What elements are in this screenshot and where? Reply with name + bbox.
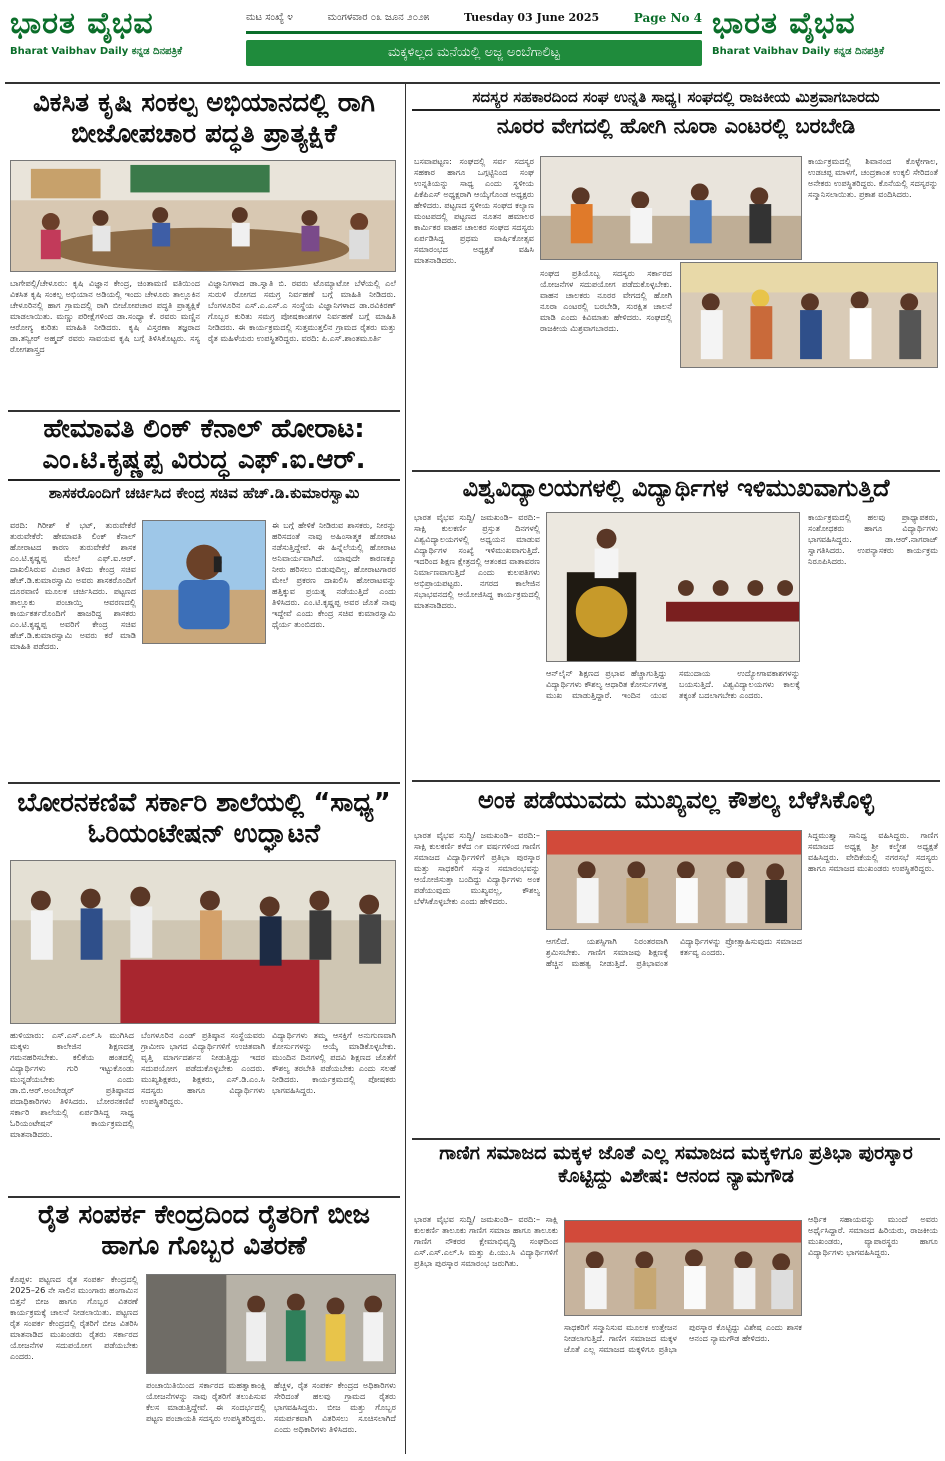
article-union-progress [412,88,940,468]
article-rule [8,782,400,784]
headline: ರೈತ ಸಂಪರ್ಕ ಕೇಂದ್ರದಿಂದ ರೈತರಿಗೆ ಬೀಜ ಹಾಗೂ ಗೊಬ್ಬರ ವಿತರಣೆ [38,1200,370,1262]
logo-subtitle: Bharat Vaibhav Daily ಕನ್ನಡ ದಿನಪತ್ರಿಕೆ [10,46,183,57]
masthead-center [246,4,702,76]
article-rule [8,1196,400,1198]
article-ganiga-awards [412,1142,940,1456]
article-text-col2: ಆನ್‌ಲೈನ್ ಶಿಕ್ಷಣದ ಪ್ರಭಾವ ಹೆಚ್ಚಾಗುತ್ತಿದ್ದು ವಿದ್ಯಾರ್ಥಿಗಳು ಕೌಶಲ್ಯ ಆಧಾರಿತ ಕೋರ್ಸುಗಳತ್ತ ಮುಖ ಮಾಡುತ್ತಿದ್ದಾರೆ. ಇಂದಿನ ಯುವ ಸಮುದಾಯ ಉದ್ಯೋಗಾವಕಾಶಗಳನ್ನು ಬಯಸುತ್ತಿದೆ. ವಿಶ್ವವಿದ್ಯಾಲಯಗಳು ಕಾಲಕ್ಕೆ ತಕ್ಕಂತೆ ಬದಲಾಗಬೇಕು ಎಂದರು. [546,668,800,700]
subheadline: ನೂರರ ವೇಗದಲ್ಲಿ ಹೋಗಿ ನೂರಾ ಎಂಟರಲ್ಲಿ ಬರಬೇಡಿ [496,114,856,138]
article-text-col1: ಭಾರತ ವೈಭವ ಸುದ್ದಿ/ ಜಮಖಂಡಿ– ವರದಿ:– ಸಾಕ್ಷಿ ಕುಲಕರ್ಣಿ ತಾಲೂಕು ಗಾಣಿಗ ಸಮಾಜ ಹಾಗೂ ತಾಲೂಕು ಗಾಣಿಗ ನೌಕರರ ಕ್ಷೇಮಾಭಿವೃದ್ಧಿ ಸಂಘದಿಂದ ಎಸ್.ಎಸ್.ಎಲ್.ಸಿ ಮತ್ತು ಪಿ.ಯು.ಸಿ ವಿದ್ಯಾರ್ಥಿಗಳಿಗೆ ಪ್ರತಿಭಾ ಪುರಸ್ಕಾರ ಸಮಾರಂಭ ಜರುಗಿತು. [414,1214,558,1268]
article-text-col1: ಭಾರತ ವೈಭವ ಸುದ್ದಿ/ ಜಮಖಂಡಿ– ವರದಿ:– ಸಾಕ್ಷಿ ಕುಲಕರ್ಣಿ ಕಳೆದ ೧೯ ವರ್ಷಗಳಿಂದ ಗಾಣಿಗ ಸಮಾಜದ ವಿದ್ಯಾರ್ಥಿಗಳಿಗೆ ಪ್ರತಿಭಾ ಪುರಸ್ಕಾರ ಮತ್ತು ಸಾಧಕರಿಗೆ ಸನ್ಮಾನ ಸಮಾರಂಭವನ್ನು ಆಯೋಜಿಸುತ್ತಾ ಬಂದಿದ್ದು ವಿದ್ಯಾರ್ಥಿಗಳು ಅಂಕ ಪಡೆಯುವುದು ಮುಖ್ಯವಲ್ಲ, ಕೌಶಲ್ಯ ಬೆಳೆಸಿಕೊಳ್ಳಬೇಕು ಎಂದು ಹೇಳಿದರು. [414,830,540,906]
article-ragi-seed-treatment [8,88,400,390]
logo-title: ಭಾರತ ವೈಭವ [10,6,154,41]
article-rule [8,410,400,412]
article-text-col2: ವಿಜ್ಞಾನಿಗಳಾದ ಡಾ.ಸ್ವಾತಿ ಬಿ. ರವರು ಟೊಮ್ಯಾಟೋ ಬೆಳೆಯಲ್ಲಿ ಎಲೆ ಸುರುಳಿ ರೋಗದ ಸಮಗ್ರ ನಿರ್ವಹಣೆ ಬಗ್ಗೆ ಮಾಹಿತಿ ನೀಡಿದರು. ಬೆಂಗಳೂರಿನ ಎಸ್.ಎ.ಎಸ್.ಎ ಸಂಸ್ಥೆಯ ವಿಜ್ಞಾನಿಗಳಾದ ಡಾ.ರವಿಕಿರಣ್ ಗೊಬ್ಬರ ಕುರಿತು ಸಮಗ್ರ ಪೋಷಕಾಂಶಗಳ ನಿರ್ವಹಣೆ ಬಗ್ಗೆ ಮಾಹಿತಿ ನೀಡಿದರು. ಈ ಕಾರ್ಯಕ್ರಮದಲ್ಲಿ ಸುತ್ತಮುತ್ತಲಿನ ಗ್ರಾಮದ ರೈತರು ಮತ್ತು ರೈತ ಮಹಿಳೆಯರು ಉಪಸ್ಥಿತರಿದ್ದರು. ವರದಿ: ಪಿ.ಎಸ್.ಶಾಂತಮೂರ್ತಿ [208,278,396,343]
article-text-col2: ಸಾಧಕರಿಗೆ ಸನ್ಮಾನಿಸುವ ಮೂಲಕ ಉತ್ತೇಜನ ನೀಡಲಾಗುತ್ತಿದೆ. ಗಾಣಿಗ ಸಮಾಜದ ಮಕ್ಕಳ ಜೊತೆ ಎಲ್ಲ ಸಮಾಜದ ಮಕ್ಕಳಿಗೂ ಪ್ರತಿಭಾ ಪುರಸ್ಕಾರ ಕೊಟ್ಟಿದ್ದು ವಿಶೇಷ ಎಂದು ಶಾಸಕ ಆನಂದ ನ್ಯಾಮಗೌಡ ಹೇಳಿದರು. [564,1322,802,1354]
article-text-col1: ಬಾಗೇಪಲ್ಲಿ/ಚೇಳೂರು: ಕೃಷಿ ವಿಜ್ಞಾನ ಕೇಂದ್ರ, ಚಿಂತಾಮಣಿ ವತಿಯಿಂದ ವಿಕಸಿತ ಕೃಷಿ ಸಂಕಲ್ಪ ಅಭಿಯಾನ ಅಡಿಯಲ್ಲಿ ಇಂದು ಚೇಳೂರು ತಾಲ್ಲೂಕಿನ ಚೇಳೂರಿನಲ್ಲಿ ಹಾಗ ಗ್ರಾಮದಲ್ಲಿ ರಾಗಿ ಬೀಜೋಪಚಾರ ಪದ್ಧತಿ ಪ್ರಾತ್ಯಕ್ಷಿಕೆ ಮಾಡಲಾಯಿತು. ಮಣ್ಣು ಪರೀಕ್ಷೆಗಳಿಂದ ಡಾ.ಸಂಧ್ಯಾ ಕೆ. ರವರು ಮಣ್ಣಿನ ಆರೋಗ್ಯ ಕುರಿತು ಮಾಹಿತಿ ನೀಡಿದರು. ಕೃಷಿ ವಿಸ್ತರಣಾ ತಜ್ಞರಾದ ಡಾ.ತನ್ವೀರ್ ಅಹ್ಮದ್ ರವರು ಸಾವಯವ ಕೃಷಿ ಬಗ್ಗೆ ತಿಳಿಸಿಕೊಟ್ಟರು. ಸಸ್ಯ ರೋಗಶಾಸ್ತ್ರದ [10,278,200,354]
headline: ಬೋರನಕಣಿವೆ ಸರ್ಕಾರಿ ಶಾಲೆಯಲ್ಲಿ “ಸಾಧ್ಯ” ಓರಿಯಂಟೇಷನ್ ಉದ್ಘಾಟನೆ [17,788,391,850]
headline: ಗಾಣಿಗ ಸಮಾಜದ ಮಕ್ಕಳ ಜೊತೆ ಎಲ್ಲ ಸಮಾಜದ ಮಕ್ಕಳಿಗೂ ಪ್ರತಿಭಾ ಪುರಸ್ಕಾರ ಕೊಟ್ಟಿದ್ದು ವಿಶೇಷ: ಆನಂದ ನ್ಯಾಮಗೌಡ [439,1142,913,1187]
volume-number: ಮಟ ಸಂಖ್ಯೆ ೪ [246,12,293,23]
article-text-col2: ಬೆಂಗಳೂರಿನ ಎಂಡ್ ಪ್ರತಿಷ್ಠಾನ ಸಂಸ್ಥೆಯವರು ಗ್ರಾಮೀಣ ಭಾಗದ ವಿದ್ಯಾರ್ಥಿಗಳಿಗೆ ಉಚಿತವಾಗಿ ವೃತ್ತಿ ಮಾರ್ಗದರ್ಶನ ನೀಡುತ್ತಿದ್ದು ಇದರ ಸದುಪಯೋಗ ಪಡೆದುಕೊಳ್ಳಬೇಕು ಎಂದರು. ಮುಖ್ಯಶಿಕ್ಷಕರು, ಶಿಕ್ಷಕರು, ಎಸ್.ಡಿ.ಎಂ.ಸಿ ಸದಸ್ಯರು ಹಾಗೂ ವಿದ್ಯಾರ್ಥಿಗಳು ಉಪಸ್ಥಿತರಿದ್ದರು. [141,1030,265,1106]
photo-awards-event [564,1220,802,1316]
photo-university-event [546,512,800,662]
article-hemavati-canal [8,414,400,782]
page-number: Page No 4 [633,10,702,25]
photo-meeting [10,160,396,272]
article-rule [412,780,940,782]
article-text-col2: ಪಂಚಾಯಿತಿಯಿಂದ ಸರ್ಕಾರದ ಮಹತ್ವಾಕಾಂಕ್ಷಿ ಯೋಜನೆಗಳನ್ನು ನಾವು ರೈತರಿಗೆ ತಲುಪಿಸುವ ಕೆಲಸ ಮಾಡುತ್ತಿದ್ದೇವೆ. ಈ ಸಂದರ್ಭದಲ್ಲಿ ಪಟ್ಟಣ ಪಂಚಾಯತಿ ಸದಸ್ಯರು ಉಪಸ್ಥಿತರಿದ್ದರು. [146,1380,266,1423]
article-rule [412,470,940,472]
headline: ವಿಶ್ವವಿದ್ಯಾಲಯಗಳಲ್ಲಿ ವಿದ್ಯಾರ್ಥಿಗಳ ಇಳಿಮುಖವಾಗುತ್ತಿದೆ [462,474,890,502]
headline: ಸದಸ್ಯರ ಸಹಕಾರದಿಂದ ಸಂಘ ಉನ್ನತಿ ಸಾಧ್ಯ। ಸಂಘದಲ್ಲಿ ರಾಜಕೀಯ ಮಿಶ್ರವಾಗಬಾರದು [472,88,880,106]
meta-row [246,4,702,34]
photo-school-event [10,860,396,1024]
article-seed-distribution [8,1200,400,1456]
logo-subtitle: Bharat Vaibhav Daily ಕನ್ನಡ ದಿನಪತ್ರಿಕೆ [712,46,885,57]
article-skills-not-marks [412,786,940,1136]
article-text-col3: ಕಾರ್ಯಕ್ರಮದಲ್ಲಿ ಹಲವು ಪ್ರಾಧ್ಯಾಪಕರು, ಸಂಶೋಧಕರು ಹಾಗೂ ವಿದ್ಯಾರ್ಥಿಗಳು ಭಾಗವಹಿಸಿದ್ದರು. ಡಾ.ಆರ್.ನಾಗರಾಜ್ ಸ್ವಾಗತಿಸಿದರು. ಉಪನ್ಯಾಸಕರು ಕಾರ್ಯಕ್ರಮ ನಿರೂಪಿಸಿದರು. [808,512,938,566]
headline: ಹೇಮಾವತಿ ಲಿಂಕ್ ಕೆನಾಲ್ ಹೋರಾಟ: ಎಂ.ಟಿ.ಕೃಷ್ಣಪ್ಪ ವಿರುದ್ಧ ಎಫ್.ಐ.ಆರ್. [42,414,366,476]
headline: ಅಂಕ ಪಡೆಯುವದು ಮುಖ್ಯವಲ್ಲ ಕೌಶಲ್ಯ ಬೆಳೆಸಿಕೊಳ್ಳಿ [478,786,874,814]
article-text-col2: ಸಂಘದ ಪ್ರತಿಯೊಬ್ಬ ಸದಸ್ಯರು ಸರ್ಕಾರದ ಯೋಜನೆಗಳ ಸದುಪಯೋಗ ಪಡೆದುಕೊಳ್ಳಬೇಕು. ವಾಹನ ಚಾಲಕರು ನೂರರ ವೇಗದಲ್ಲಿ ಹೋಗಿ ನೂರಾ ಎಂಟರಲ್ಲಿ ಬರಬೇಡಿ, ಸುರಕ್ಷಿತ ಚಾಲನೆ ಮಾಡಿ ಎಂದು ಕಿವಿಮಾತು ಹೇಳಿದರು. ಸಂಘದಲ್ಲಿ ರಾಜಕೀಯ ಮಿಶ್ರವಾಗಬಾರದು. [540,268,672,333]
masthead [0,0,945,82]
column-divider [405,82,406,1454]
headline-rule [8,479,400,481]
article-text-col2: ಈ ಬಗ್ಗೆ ಹೇಳಿಕೆ ನೀಡಿರುವ ಶಾಸಕರು, ನೀರನ್ನು ಹರಿಸದಂತೆ ನಾವು ಅಹಿಂಸಾತ್ಮಕ ಹೋರಾಟ ನಡೆಸುತ್ತಿದ್ದೇವೆ. ಈ ಹಿನ್ನೆಲೆಯಲ್ಲಿ ಹೋರಾಟ ಅನಿವಾರ್ಯವಾಗಿದೆ. ಯಾವುದೇ ಕಾರಣಕ್ಕೂ ನೀರು ಹರಿಸಲು ಬಿಡುವುದಿಲ್ಲ. ಹೋರಾಟಗಾರರ ಮೇಲೆ ಪ್ರಕರಣ ದಾಖಲಿಸಿ ಹೋರಾಟವನ್ನು ಹತ್ತಿಕ್ಕುವ ಪ್ರಯತ್ನ ನಡೆಯುತ್ತಿದೆ ಎಂದು ತಿಳಿಸಿದರು. ಎಂ.ಟಿ.ಕೃಷ್ಣಪ್ಪ ಅವರ ಜೊತೆ ನಾವು ಇದ್ದೇವೆ ಎಂದು ಕೇಂದ್ರ ಸಚಿವ ಕುಮಾರಸ್ವಾಮಿ ಧೈರ್ಯ ತುಂಬಿದರು. [272,520,396,629]
logo-right [712,2,942,78]
article-text-col3: ಸಿದ್ದಮುತ್ತ್ಯಾ ಸಾನಿಧ್ಯ ವಹಿಸಿದ್ದರು. ಗಾಣಿಗ ಸಮಾಜದ ಅಧ್ಯಕ್ಷ ಶ್ರೀ ಕಲ್ಮೇಶ ಅಧ್ಯಕ್ಷತೆ ವಹಿಸಿದ್ದರು. ವೇದಿಕೆಯಲ್ಲಿ ನಗರಸಭೆ ಸದಸ್ಯರು ಹಾಗೂ ಸಮಾಜದ ಮುಖಂಡರು ಉಪಸ್ಥಿತರಿದ್ದರು. [808,830,938,873]
photo-felicitation [680,262,938,368]
photo-minister [142,520,266,644]
article-text-col1: ಬಸವಾಪಟ್ಟಣ: ಸಂಘದಲ್ಲಿ ಸರ್ವ ಸದಸ್ಯರ ಸಹಕಾರ ಹಾಗೂ ಒಗ್ಗಟ್ಟಿನಿಂದ ಸಂಘ ಉನ್ನತಿಯನ್ನು ಸಾಧ್ಯ ಎಂದು ಸ್ಥಳೀಯ ಪಿಕೆಪಿಎಸ್ ಅಧ್ಯಕ್ಷರಾಗಿ ಆಯ್ಕೆಗೊಂಡ ಅಧ್ಯಕ್ಷರು ಹೇಳಿದರು. ಪಟ್ಟಣದ ಸ್ಥಳೀಯ ಸಂಘದ ಕಲ್ಯಾಣ ಮಂಟಪದಲ್ಲಿ ಪಟ್ಟಣದ ನೂತನ ಹಮಾಲರ ಕಾರ್ಮಿಕರ ವಾಹನ ಚಾಲಕರ ಸಂಘದ ಸದಸ್ಯರು ಏರ್ಪಡಿಸಿದ್ದ ಪ್ರಥಮ ವಾರ್ಷಿಕೋತ್ಸವ ಸಮಾರಂಭದ ಅಧ್ಯಕ್ಷತೆ ವಹಿಸಿ ಮಾತನಾಡಿದರು. [414,156,534,265]
banner-strip: ಮಕ್ಕಳಿಲ್ಲದ ಮನೆಯಲ್ಲಿ ಅಜ್ಜ ಅಂಬೆಗಾಲಿಟ್ಟ [246,40,702,66]
photo-seed-distribution [146,1274,396,1374]
logo-title: ಭಾರತ ವೈಭವ [712,6,856,41]
subheadline: ಶಾಸಕರೊಂದಿಗೆ ಚರ್ಚಿಸಿದ ಕೇಂದ್ರ ಸಚಿವ ಹೆಚ್.ಡಿ.ಕುಮಾರಸ್ವಾಮಿ [48,484,360,503]
article-text-col3: ಕಾರ್ಯಕ್ರಮದಲ್ಲಿ ಶಿವಾನಂದ ಕೊಳ್ಳೇಗಾಲ, ಉಡಚಪ್ಪ ಮಾಳಗೆ, ಚಂದ್ರಕಾಂತ ಉಕ್ಕಲಿ ಸೇರಿದಂತೆ ಅನೇಕರು ಉಪಸ್ಥಿತರಿದ್ದರು. ಕೊನೆಯಲ್ಲಿ ಸದಸ್ಯರನ್ನು ಸನ್ಮಾನಿಸಲಾಯಿತು. ಪ್ರಕಾಶ ವಂದಿಸಿದರು. [808,156,938,199]
article-text-col3: ಹೆಚ್ಚಳ, ರೈತ ಸಂಪರ್ಕ ಕೇಂದ್ರದ ಅಧಿಕಾರಿಗಳು ಸೇರಿದಂತೆ ಹಲವು ಗ್ರಾಮದ ರೈತರು ಭಾಗವಹಿಸಿದ್ದರು. ಬೀಜ ಮತ್ತು ಗೊಬ್ಬರ ಸಮರ್ಪಕವಾಗಿ ವಿತರಿಸಲು ಸೂಚಿಸಲಾಗಿದೆ ಎಂದು ಅಧಿಕಾರಿಗಳು ತಿಳಿಸಿದರು. [274,1380,396,1434]
article-sadhya-orientation [8,788,400,1196]
article-rule [412,1138,940,1140]
article-text-col3: ಆರ್ಥಿಕ ಸಹಾಯವನ್ನು ಮುಂದೆ ಅವರು ಅರ್ಥೈಸಿದ್ದಾರೆ. ಸಮಾಜದ ಹಿರಿಯರು, ರಾಜಕೀಯ ಮುಖಂಡರು, ವ್ಯಾಪಾರಸ್ಥರು ಹಾಗೂ ವಿದ್ಯಾರ್ಥಿಗಳು ಭಾಗವಹಿಸಿದ್ದರು. [808,1214,938,1257]
issue-date: Tuesday 03 June 2025 [463,11,600,24]
article-university-enrolment [412,474,940,774]
headline: ವಿಕಸಿತ ಕೃಷಿ ಸಂಕಲ್ಪ ಅಭಿಯಾನದಲ್ಲಿ ರಾಗಿ ಬೀಜೋಪಚಾರ ಪದ್ಧತಿ ಪ್ರಾತ್ಯಕ್ಷಿಕೆ [33,88,375,150]
masthead-rule [5,82,940,84]
article-text-col1: ಹುಳಿಯಾರು: ಎಸ್.ಎಸ್.ಎಲ್.ಸಿ ಮುಗಿಸಿದ ಮಕ್ಕಳು ಕಾಲೇಜಿನ ಶಿಕ್ಷಣದತ್ತ ಗಮನಹರಿಸಬೇಕು. ಕಲಿಕೆಯ ಹಂತದಲ್ಲಿ ವಿದ್ಯಾರ್ಥಿಗಳು ಗುರಿ ಇಟ್ಟುಕೊಂಡು ಮುನ್ನಡೆಯಬೇಕು ಎಂದು ಡಾ.ಬಿ.ಆರ್.ಅಂಬೇಡ್ಕರ್ ಪ್ರತಿಷ್ಠಾನದ ಪದಾಧಿಕಾರಿಗಳು ತಿಳಿಸಿದರು. ಬೋರನಕಣಿವೆ ಸರ್ಕಾರಿ ಶಾಲೆಯಲ್ಲಿ ಏರ್ಪಡಿಸಿದ್ದ ಸಾಧ್ಯ ಓರಿಯಂಟೇಷನ್ ಕಾರ್ಯಕ್ರಮದಲ್ಲಿ ಮಾತನಾಡಿದರು. [10,1030,134,1139]
article-text-col3: ವಿದ್ಯಾರ್ಥಿಗಳು ತಮ್ಮ ಆಸಕ್ತಿಗೆ ಅನುಗುಣವಾಗಿ ಕೋರ್ಸುಗಳನ್ನು ಆಯ್ಕೆ ಮಾಡಿಕೊಳ್ಳಬೇಕು. ಮುಂದಿನ ದಿನಗಳಲ್ಲಿ ಪದವಿ ಶಿಕ್ಷಣದ ಜೊತೆಗೆ ಕೌಶಲ್ಯ ತರಬೇತಿ ಪಡೆಯಬೇಕು ಎಂದು ಸಲಹೆ ನೀಡಿದರು. ಕಾರ್ಯಕ್ರಮದಲ್ಲಿ ಪೋಷಕರು ಭಾಗವಹಿಸಿದ್ದರು. [272,1030,396,1095]
article-text-col1: ವರದಿ: ಗಿರೀಶ್ ಕೆ ಭಟ್, ತುರುವೇಕೆರೆ ತುರುವೇಕೆರೆ: ಹೇಮಾವತಿ ಲಿಂಕ್ ಕೆನಾಲ್ ಹೋರಾಟದ ಕಾರಣ ತುರುವೇಕೆರೆ ಶಾಸಕ ಎಂ.ಟಿ.ಕೃಷ್ಣಪ್ಪ ಮೇಲೆ ಎಫ್.ಐ.ಆರ್. ದಾಖಲಿಸಿರುವ ವಿಚಾರ ತಿಳಿದು ಕೇಂದ್ರ ಸಚಿವ ಹೆಚ್.ಡಿ.ಕುಮಾರಸ್ವಾಮಿ ಅವರು ಶಾಸಕರೊಂದಿಗೆ ದೂರವಾಣಿ ಮೂಲಕ ಚರ್ಚಿಸಿದರು. ಪಟ್ಟಣದ ತಾಲ್ಲೂಕು ಪಂಚಾಯ್ತಿ ಆವರಣದಲ್ಲಿ ಕಾರ್ಯಕರ್ತರೊಂದಿಗೆ ಹಾಜರಿದ್ದ ಶಾಸಕರು ಎಂ.ಟಿ.ಕೃಷ್ಣಪ್ಪ ಅವರಿಗೆ ಕೇಂದ್ರ ಸಚಿವ ಹೆಚ್.ಡಿ.ಕುಮಾರಸ್ವಾಮಿ ಅವರು ಕರೆ ಮಾಡಿ ಮಾಹಿತಿ ಪಡೆದರು. [10,520,136,651]
kannada-date: ಮಂಗಳವಾರ ೦೩ ಜೂನ ೨೦೨೫ [327,12,430,23]
photo-union-event [540,156,802,260]
article-text-col1: ಭಾರತ ವೈಭವ ಸುದ್ದಿ/ ಜಮಖಂಡಿ– ವರದಿ:– ಸಾಕ್ಷಿ ಕುಲಕರ್ಣಿ ಪ್ರಸ್ತುತ ದಿನಗಳಲ್ಲಿ ವಿಶ್ವವಿದ್ಯಾಲಯಗಳಲ್ಲಿ ಅಧ್ಯಯನ ಮಾಡುವ ವಿದ್ಯಾರ್ಥಿಗಳ ಸಂಖ್ಯೆ ಇಳಿಮುಖವಾಗುತ್ತಿದೆ. ಇದರಿಂದ ಶಿಕ್ಷಣ ಕ್ಷೇತ್ರದಲ್ಲಿ ಆತಂಕದ ವಾತಾವರಣ ನಿರ್ಮಾಣವಾಗುತ್ತಿದೆ ಎಂದು ಕುಲಪತಿಗಳು ಅಭಿಪ್ರಾಯಪಟ್ಟರು. ನಗರದ ಕಾಲೇಜಿನ ಸಭಾಭವನದಲ್ಲಿ ಆಯೋಜಿಸಿದ್ದ ಕಾರ್ಯಕ್ರಮದಲ್ಲಿ ಮಾತನಾಡಿದರು. [414,512,540,610]
article-text-col2: ಆಗಲಿದೆ. ಯಶಸ್ಸಿಗಾಗಿ ನಿರಂತರವಾಗಿ ಶ್ರಮಿಸಬೇಕು. ಗಾಣಿಗ ಸಮಾಜವು ಶಿಕ್ಷಣಕ್ಕೆ ಹೆಚ್ಚಿನ ಮಹತ್ವ ನೀಡುತ್ತಿದೆ. ಪ್ರತಿಭಾವಂತ ವಿದ್ಯಾರ್ಥಿಗಳನ್ನು ಪ್ರೋತ್ಸಾಹಿಸುವುದು ಸಮಾಜದ ಕರ್ತವ್ಯ ಎಂದರು. [546,936,802,968]
headline-rule [412,109,940,111]
photo-lamp-lighting [546,830,802,930]
logo-left [10,2,240,78]
article-text-col1: ಕೊಪ್ಪಳ: ಪಟ್ಟಣದ ರೈತ ಸಂಪರ್ಕ ಕೇಂದ್ರದಲ್ಲಿ 2025–26 ನೇ ಸಾಲಿನ ಮುಂಗಾರು ಹಂಗಾಮಿನ ಬಿತ್ತನೆ ಬೀಜ ಹಾಗೂ ಗೊಬ್ಬರ ವಿತರಣೆ ಕಾರ್ಯಕ್ರಮಕ್ಕೆ ಚಾಲನೆ ನೀಡಲಾಯಿತು. ಪಟ್ಟಣದ ರೈತ ಸಂಪರ್ಕ ಕೇಂದ್ರದಲ್ಲಿ ರೈತರಿಗೆ ಬೀಜ ವಿತರಿಸಿ ಮಾತನಾಡಿದ ಮುಖಂಡರು ರೈತರು ಸರ್ಕಾರದ ಯೋಜನೆಗಳ ಸದುಪಯೋಗ ಪಡೆಯಬೇಕು ಎಂದರು. [10,1274,138,1361]
